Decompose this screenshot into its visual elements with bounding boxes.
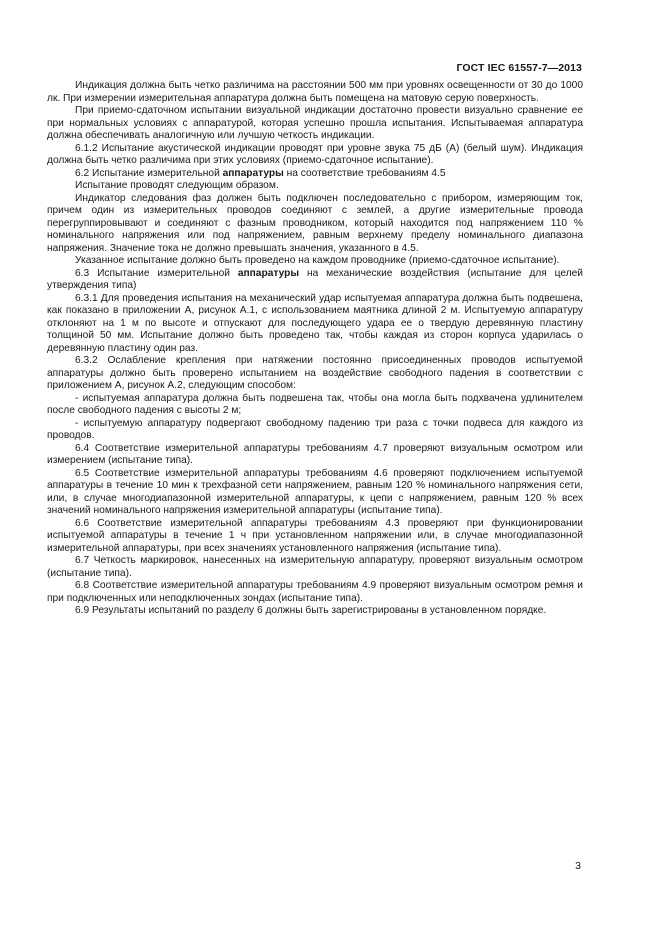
standard-header: ГОСТ IEC 61557-7—2013 [456, 62, 582, 74]
paragraph-test-procedure: Испытание проводят следующим образом. [75, 180, 279, 191]
paragraph-6-3 [47, 268, 583, 293]
paragraph-6-9: 6.9 Результаты испытаний по разделу 6 должны быть зарегистрированы в установленном порядке. [75, 605, 547, 616]
paragraph-phase-indicator: Индикатор следования фаз должен быть подключен последовательно с прибором, измеряющим ток, причем один из измерительных проводов соединяют с землей, а другие измерительные провода перегруппировывают и соединяют с фазным проводником, который находится под напряжением 110 % номинального напряжения или под напряжением, равным верхнему пределу номинального диапазона напряжения. Значение тока не должно превышать значения, указанного в 4.5. [47, 192, 583, 254]
page-number: 3 [575, 860, 581, 872]
paragraph-6-2 [47, 168, 583, 181]
paragraph-6-2-post: на соответствие требованиям 4.5 [283, 167, 446, 179]
paragraph-6-6: 6.6 Соответствие измерительной аппаратуры требованиям 4.3 проверяют при функционировании испытуемой аппаратуры в течение 1 ч при установленном напряжении или, в случае многодиапазонной измерительной аппаратуры, при всех значениях установленного напряжения (испытание типа). [47, 517, 583, 554]
paragraph-acceptance-visual: При приемо-сдаточном испытании визуальной индикации достаточно провести визуально сравнение ее при нормальных условиях с аппаратурой, которая успешно прошла испытания. Испытываемая аппаратура должна обеспечивать аналогичную или лучшую четкость индикации. [47, 105, 583, 141]
paragraph-6-3-1: 6.3.1 Для проведения испытания на механический удар испытуемая аппаратура должна быть подвешена, как показано в приложении А, рисунок А.1, с использованием маятника длиной 2 м. Испытуемую аппаратуру отклоняют на 1 м по высоте и отпускают для последующего удара ее о твердую деревянную пластину толщиной 50 мм. Испытание должно быть проведено так, чтобы каждая из сторон корпуса ударилась о деревянную пластину один раз. [47, 292, 583, 354]
paragraph-6-3-post: на механические воздействия (испытание для целей утверждения типа) [47, 267, 583, 291]
document-body [47, 80, 583, 618]
paragraph-6-2-bold: аппаратуры [222, 167, 284, 179]
paragraph-6-1-2: 6.1.2 Испытание акустической индикации проводят при уровне звука 75 дБ (А) (белый шум). Индикация должна быть четко различима при этих условиях (приемо-сдаточное испытание). [47, 142, 583, 166]
paragraph-6-3-2: 6.3.2 Ослабление крепления при натяжении постоянно присоединенных проводов испытуемой аппаратуры должно быть проверено испытанием на воздействие свободного падения в соответствии с приложением А, рисунок А.2, следующим способом: [47, 355, 583, 391]
paragraph-6-3-bold: аппаратуры [237, 267, 300, 279]
list-item-free-fall: - испытуемую аппаратуру подвергают свободному падению три раза с точки подвеса для каждого из проводов. [47, 417, 583, 441]
paragraph-6-5: 6.5 Соответствие измерительной аппаратуры требованиям 4.6 проверяют подключением испытуемой аппаратуры в течение 10 мин к трехфазной сети напряжением, равным 120 % номинального напряжения сети, или, в случае многодиапазонной измерительной аппаратуры, к цепи с напряжением, равным 120 % всех значений номинального напряжения измерительной аппаратуры (испытание типа). [47, 467, 583, 516]
paragraph-6-2-pre: 6.2 Испытание измерительной [75, 167, 223, 179]
paragraph-6-4: 6.4 Соответствие измерительной аппаратуры требованиям 4.7 проверяют визуальным осмотром или измерением (испытание типа). [47, 442, 583, 466]
list-item-suspension: - испытуемая аппаратура должна быть подвешена так, чтобы она могла быть подхвачена удлинителем после свободного падения с высоты 2 м; [47, 392, 583, 416]
paragraph-indication-distance: Индикация должна быть четко различима на расстоянии 500 мм при уровнях освещенности от 30 до 1000 лк. При измерении измерительная аппаратура должна быть помещена на матовую серую поверхность. [47, 80, 583, 104]
paragraph-6-8: 6.8 Соответствие измерительной аппаратуры требованиям 4.9 проверяют визуальным осмотром ремня и при подключенных или неподключенных зондах (испытание типа). [47, 580, 583, 604]
paragraph-each-conductor: Указанное испытание должно быть проведено на каждом проводнике (приемо-сдаточное испытание). [75, 255, 560, 266]
paragraph-6-3-pre: 6.3 Испытание измерительной [75, 267, 238, 279]
paragraph-6-7: 6.7 Четкость маркировок, нанесенных на измерительную аппаратуру, проверяют визуальным осмотром (испытание типа). [47, 555, 583, 579]
